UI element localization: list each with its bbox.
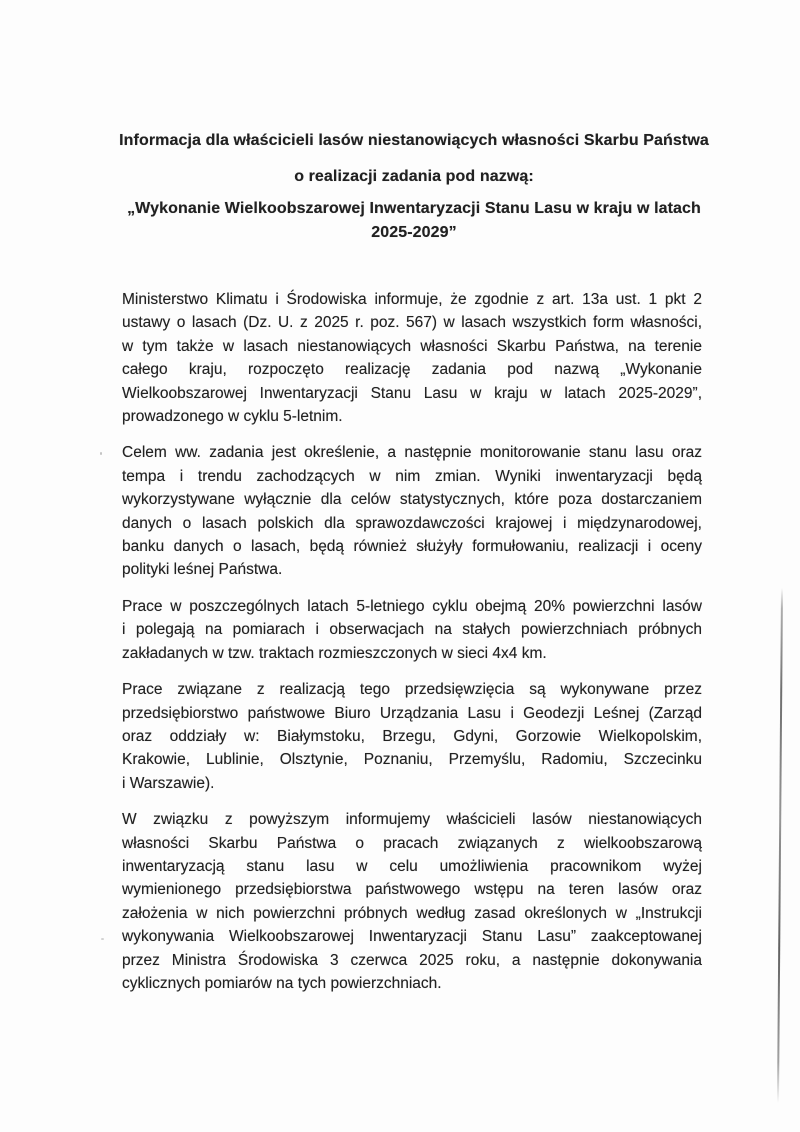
title-line: 2025-2029” [371, 224, 457, 241]
text-line: zakładanych w tzw. traktach rozmieszczonych w sieci 4x4 km. [122, 644, 547, 662]
text-line: założenia w nich powierzchni próbnych według zasad określonych w „Instrukcji [122, 904, 702, 922]
paragraph-2 [122, 441, 702, 581]
scan-artifact-line [777, 588, 783, 1103]
document-body [122, 288, 702, 1008]
text-line: Wielkoobszarowej Inwentaryzacji Stanu Lasu w kraju w latach 2025-2029”, [122, 384, 702, 402]
text-line: Ministerstwo Klimatu i Środowiska informuje, że zgodnie z art. 13a ust. 1 pkt 2 [122, 291, 702, 308]
paragraph-4 [122, 678, 702, 795]
scan-speck [100, 452, 102, 455]
text-line: całego kraju, rozpoczęto realizację zadania pod nazwą „Wykonanie [122, 361, 702, 379]
document-title [34, 129, 794, 245]
scan-speck [101, 938, 104, 940]
paragraph-5 [122, 808, 702, 995]
text-line: przez Ministra Środowiska 3 czerwca 2025 roku, a następnie dokonywania [122, 951, 702, 969]
text-line: Celem ww. zadania jest określenie, a następnie monitorowanie stanu lasu oraz [122, 444, 702, 462]
text-line: inwentaryzacją stanu lasu w celu umożliwienia pracownikom wyżej [122, 857, 702, 875]
text-line: danych o lasach polskich dla sprawozdawczości krajowej i międzynarodowej, [122, 514, 702, 532]
text-line: Krakowie, Lublinie, Olsztynie, Poznaniu, Przemyślu, Radomiu, Szczecinku [122, 751, 702, 769]
text-line: W związku z powyższym informujemy właścicieli lasów niestanowiących [122, 811, 702, 829]
text-line: Prace w poszczególnych latach 5-letniego cyklu obejmą 20% powierzchni lasów [122, 597, 702, 615]
text-line: banku danych o lasach, będą również służyły formułowaniu, realizacji i oceny [122, 538, 702, 556]
text-line: cyklicznych pomiarów na tych powierzchniach. [122, 974, 442, 992]
text-line: prowadzonego w cyklu 5-letnim. [122, 408, 343, 426]
text-line: wymienionego przedsiębiorstwa państwowego wstępu na teren lasów oraz [122, 881, 702, 899]
text-line: własności Skarbu Państwa o pracach związanych z wielkoobszarową [122, 834, 702, 852]
title-line: o realizacji zadania pod nazwą: [294, 168, 534, 185]
text-line: wykonywania Wielkoobszarowej Inwentaryzacji Stanu Lasu” zaakceptowanej [122, 928, 702, 946]
text-line: ustawy o lasach (Dz. U. z 2025 r. poz. 567) w lasach wszystkich form własności, [122, 314, 702, 332]
text-line: oraz oddziały w: Białymstoku, Brzegu, Gdyni, Gorzowie Wielkopolskim, [122, 727, 702, 745]
text-line: i polegają na pomiarach i obserwacjach na stałych powierzchniach próbnych [122, 621, 702, 639]
title-line: „Wykonanie Wielkoobszarowej Inwentaryzacji Stanu Lasu w kraju w latach [127, 200, 701, 217]
text-line: i Warszawie). [122, 774, 215, 792]
text-line: w tym także w lasach niestanowiących własności Skarbu Państwa, na terenie [122, 337, 702, 355]
title-line: Informacja dla właścicieli lasów niestanowiących własności Skarbu Państwa [119, 132, 709, 149]
text-line: polityki leśnej Państwa. [122, 561, 283, 579]
paragraph-3 [122, 595, 702, 665]
paragraph-1 [122, 288, 702, 428]
text-line: wykorzystywane wyłącznie dla celów statystycznych, które poza dostarczaniem [122, 491, 702, 509]
text-line: przedsiębiorstwo państwowe Biuro Urządzania Lasu i Geodezji Leśnej (Zarząd [122, 704, 702, 722]
text-line: Prace związane z realizacją tego przedsięwzięcia są wykonywane przez [122, 681, 702, 699]
text-line: tempa i trendu zachodzących w nim zmian. Wyniki inwentaryzacji będą [122, 467, 702, 485]
